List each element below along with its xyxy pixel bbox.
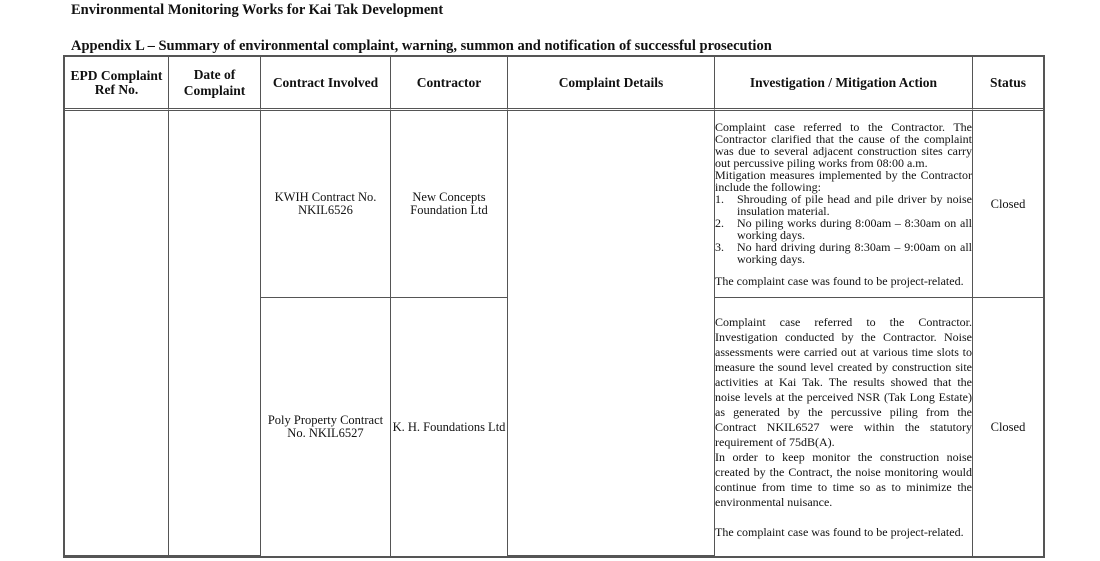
investigation-followup: In order to keep monitor the construction noise created by the Contract, the noise monitoring would continue from time to time so as to minimize the environmental nuisance. <box>715 449 972 509</box>
list-number: 3. <box>715 240 724 254</box>
header-contract: Contract Involved <box>261 57 391 111</box>
investigation-intro: Complaint case referred to the Contractor. Investigation conducted by the Contractor. Noise assessments were carried out at various time slots to measure the sound level created by construction site activities at Kai Tak. The results showed that the noise levels at the perceived NSR (Tak Long Estate) as generated by the percussive piling from the Contract NKIL6527 were within the statutory requirement of 75dB(A). <box>715 314 972 449</box>
investigation-cell <box>715 298 973 556</box>
contract-cell: Poly Property Contract No. NKIL6527 <box>261 298 391 556</box>
investigation-intro: Complaint case referred to the Contractor. The Contractor clarified that the cause of the complaint was due to several adjacent construction sites carry out percussive piling works from 08:00 a.m. <box>715 120 972 170</box>
investigation-cell <box>715 111 973 298</box>
investigation-conclusion: The complaint case was found to be project-related. <box>715 274 964 288</box>
header-status: Status <box>973 57 1043 111</box>
list-text: Shrouding of pile head and pile driver by noise insulation material. <box>737 192 972 218</box>
contractor-cell: K. H. Foundations Ltd <box>391 298 508 556</box>
table-row <box>65 111 1043 298</box>
mitigation-intro: Mitigation measures implemented by the Contractor include the following: <box>715 168 972 194</box>
list-number: 2. <box>715 216 724 230</box>
status-cell: Closed <box>990 419 1026 434</box>
contract-cell: KWIH Contract No. NKIL6526 <box>261 111 391 298</box>
list-item <box>715 217 972 241</box>
header-contractor: Contractor <box>391 57 508 111</box>
list-text: No hard driving during 8:30am – 9:00am on all working days. <box>737 240 972 266</box>
mitigation-list <box>715 193 972 265</box>
ref-no-cell <box>65 111 169 556</box>
list-item <box>715 193 972 217</box>
header-details: Complaint Details <box>508 57 715 111</box>
contractor-cell: New Concepts Foundation Ltd <box>391 111 508 298</box>
list-text: No piling works during 8:00am – 8:30am on all working days. <box>737 216 972 242</box>
spacer <box>715 510 972 525</box>
investigation-conclusion: The complaint case was found to be project-related. <box>715 524 964 539</box>
appendix-title: Appendix L – Summary of environmental complaint, warning, summon and notification of successful prosecution <box>71 38 772 54</box>
document-title: Environmental Monitoring Works for Kai Tak Development <box>71 2 444 18</box>
header-date: Date of Complaint <box>169 57 261 111</box>
list-item <box>715 241 972 265</box>
status-cell: Closed <box>973 111 1043 298</box>
table-header-row <box>65 57 1043 111</box>
header-ref-no: EPD Complaint Ref No. <box>65 57 169 111</box>
complaint-summary-table <box>63 55 1045 558</box>
details-cell <box>508 111 715 556</box>
list-number: 1. <box>715 192 724 206</box>
header-investigation: Investigation / Mitigation Action <box>715 57 973 111</box>
date-cell <box>169 111 261 556</box>
